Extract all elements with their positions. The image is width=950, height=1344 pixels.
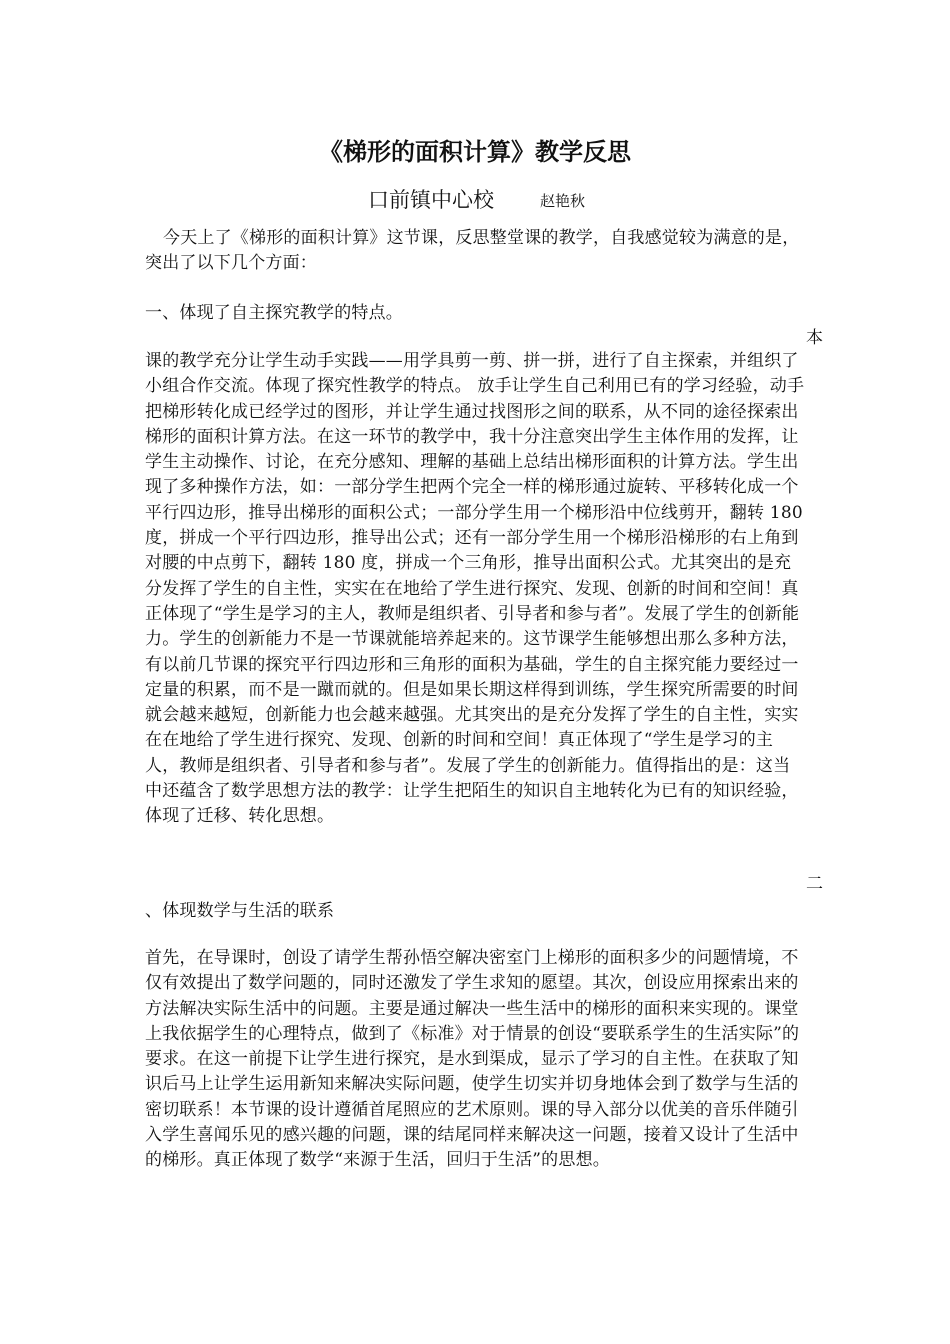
intro-paragraph: 今天上了《梯形的面积计算》这节课，反思整堂课的教学，自我感觉较为满意的是，突出了以下几个方面： [145, 228, 800, 274]
school-name: 口前镇中心校 [368, 188, 494, 212]
section1-lead-char: 本 [806, 328, 823, 348]
section2-lead-char: 二 [806, 874, 823, 894]
author-name: 赵艳秋 [540, 192, 586, 210]
section1-heading: 一、体现了自主探究教学的特点。 [145, 303, 403, 323]
section2-body: 首先，在导课时，创设了请学生帮孙悟空解决密室门上梯形的面积多少的问题情境，不仅有效提出了数学问题的，同时还激发了学生求知的愿望。其次，创设应用探索出来的方法解决实际生活中的问题。主要是通过解决一些生活中的梯形的面积来实现的。课堂上我依据学生的心理特点，做到了《标准》对于情景的创设“要联系学生的生活实际”的要求。在这一前提下让学生进行探究，是水到渠成，显示了学习的自主性。在获取了知识后马上让学生运用新知来解决实际问题，使学生切实并切身地体会到了数学与生活的密切联系！本节课的设计遵循首尾照应的艺术原则。课的导入部分以优美的音乐伴随引入学生喜闻乐见的感兴趣的问题，课的结尾同样来解决这一问题，接着又设计了生活中的梯形。真正体现了数学“来源于生活，回归于生活”的思想。 [145, 948, 800, 1171]
section2-heading: 、体现数学与生活的联系 [145, 901, 335, 921]
section1-body: 课的教学充分让学生动手实践——用学具剪一剪、拼一拼，进行了自主探索，并组织了小组合作交流。体现了探究性教学的特点。 放手让学生自己利用已有的学习经验，动手把梯形转化成已经学过的图形，并让学生通过找图形之间的联系，从不同的途径探索出梯形的面积计算方法。在这一环节的教学中，我十分注意突出学生主体作用的发挥，让学生主动操作、讨论，在充分感知、理解的基础上总结出梯形面积的计算方法。学生出现了多种操作方法，如：一部分学生把两个完全一样的梯形通过旋转、平移转化成一个平行四边形，推导出梯形的面积公式；一部分学生用一个梯形沿中位线剪开，翻转 180 度，拼成一个平行四边形，推导出公式；还有一部分学生用一个梯形沿梯形的右上角到对腰的中点剪下，翻转 180 度，拼成一个三角形，推导出面积公式。尤其突出的是充分发挥了学生的自主性，实实在在地给了学生进行探究、发现、创新的时间和空间！真正体现了“学生是学习的主人，教师是组织者、引导者和参与者”。发展了学生的创新能力。学生的创新能力不是一节课就能培养起来的。这节课学生能够想出那么多种方法，有以前几节课的探究平行四边形和三角形的面积为基础，学生的自主探究能力要经过一定量的积累，而不是一蹴而就的。但是如果长期这样得到训练，学生探究所需要的时间就会越来越短，创新能力也会越来越强。尤其突出的是充分发挥了学生的自主性，实实在在地给了学生进行探究、发现、创新的时间和空间！真正体现了“学生是学习的主人，教师是组织者、引导者和参与者”。发展了学生的创新能力。值得指出的是：这当中还蕴含了数学思想方法的教学：让学生把陌生的知识自主地转化为已有的知识经验，体现了迁移、转化思想。 [145, 351, 805, 827]
document-title: 《梯形的面积计算》教学反思 [319, 138, 631, 166]
